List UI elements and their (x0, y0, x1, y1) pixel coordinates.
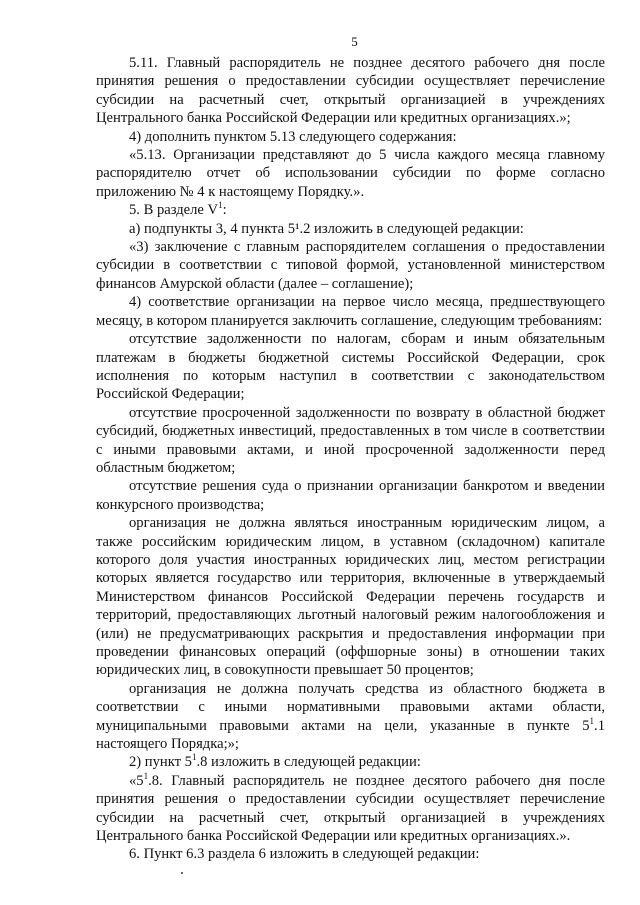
page-number: 5 (351, 34, 358, 49)
paragraph-5-11: 5.11. Главный распорядитель не позднее десятого рабочего дня после принятия решения о предоставлении субсидии осуществляет перечисление субсидии на расчетный счет, открытый организацией в учреждениях Центрального банка Российской Федерации или кредитных организациях.»; (96, 55, 605, 127)
paragraph-subitems-3-4: а) подпункты 3, 4 пункта 5¹.2 изложить в следующей редакции: (129, 220, 524, 237)
paragraph-req-foreign-entity: организация не должна являться иностранным юридическим лицом, а также российским юридическим лицом, в уставном (складочном) капитале которого доля участия иностранных юридических лиц, местом регистрации которых является государство или территория, включенные в утверждаемый Министерством финансов Российской Федерации перечень государств и территорий, предоставляющих льготный налоговый режим налогообложения и (или) не предусматривающих раскрытия и предоставления информации при проведении финансовых операций (оффшорные зоны) в отношении таких юридических лиц, в совокупности превышает 50 процентов; (96, 515, 605, 679)
paragraph-add-5-13: 4) дополнить пунктом 5.13 следующего содержания: (129, 128, 457, 145)
paragraph-5-1-8: «$5^1.8$. Главный распорядитель не позднее десятого рабочего дня после принятия решения о предоставлении субсидии осуществляет перечисление субсидии на расчетный счет, открытый организацией в учреждениях Центрального банка Российской Федерации или кредитных организациях.». (96, 770, 605, 845)
paragraph-item-3: «3) заключение с главным распорядителем соглашения о предоставлении субсидии в соответствии с типовой формой, установленной министерством финансов Амурской области (далее – соглашение); (96, 239, 605, 292)
paragraph-req-no-other-funds: организация не должна получать средства из областного бюджета в соответствии с иными нормативными правовыми актами области, муниципальными правовыми актами на цели, указанные в пункте $5^1.1$ настоящего Порядка;»; (96, 680, 605, 753)
paragraph-item-6-3: 6. Пункт 6.3 раздела 6 изложить в следующей редакции: (129, 846, 480, 863)
paragraph-req-taxes: отсутствие задолженности по налогам, сборам и иным обязательным платежам в бюджеты бюджетной системы Российской Федерации, срок исполнения по которым наступил в соответствии с законодательством Российской Федерации; (96, 331, 605, 403)
paragraph-req-overdue-debt: отсутствие просроченной задолженности по возврату в областной бюджет субсидий, бюджетных инвестиций, предоставленных в том числе в соответствии с иными правовыми актами, и иной просроченной задолженности перед областным бюджетом; (96, 404, 605, 476)
paragraph-req-bankruptcy: отсутствие решения суда о признании организации банкротом и введении конкурсного производства; (96, 478, 605, 513)
paragraph-item-4: 4) соответствие организации на первое число месяца, предшествующего месяцу, в котором планируется заключить соглашение, следующим требованиям: (96, 294, 605, 329)
paragraph-item-2: 2) пункт $5^1.8$ изложить в следующей редакции: (129, 752, 421, 771)
scan-speck (181, 872, 183, 874)
paragraph-section-5-heading: 5. В разделе $V^1$: (129, 200, 227, 219)
paragraph-5-13: «5.13. Организации представляют до 5 числа каждого месяца главному распорядителю отчет об использовании субсидии по форме согласно приложению № 4 к настоящему Порядку.». (96, 147, 605, 200)
